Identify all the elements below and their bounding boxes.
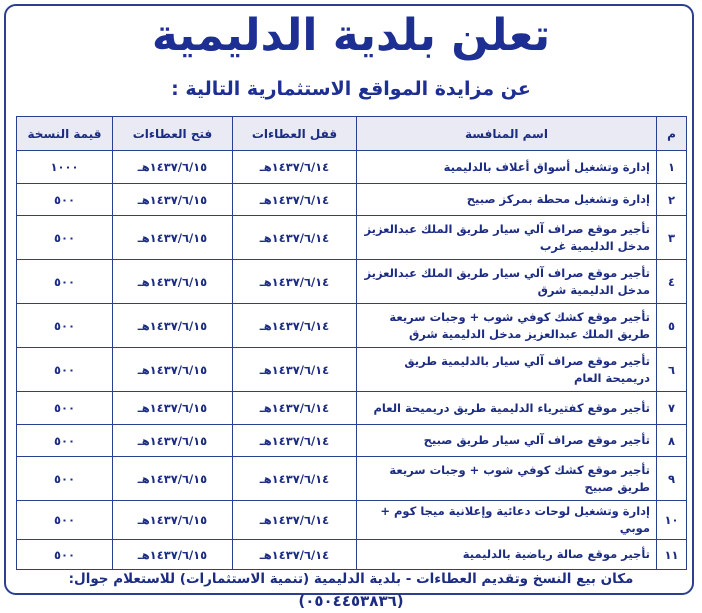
row-name: تأجير موقع كشك كوفي شوب + وجبات سريعة طريق صبيح (357, 457, 657, 501)
row-name: تأجير موقع صالة رياضية بالدليمية (357, 540, 657, 570)
row-name: تأجير موقع صراف آلي سيار طريق صبيح (357, 425, 657, 457)
header-close-date: قفل العطاءات (233, 117, 357, 151)
footer-text: مكان بيع النسخ وتقديم العطاءات - بلدية الدليمية (تنمية الاستثمارات) للاستعلام جوال: (68, 571, 634, 587)
row-price: ٥٠٠ (17, 216, 113, 260)
row-num: ٧ (657, 392, 687, 425)
row-num: ٦ (657, 348, 687, 392)
row-close-date: ١٤٣٧/٦/١٤هـ (233, 501, 357, 540)
table-row (17, 501, 687, 540)
row-open-date: ١٤٣٧/٦/١٥هـ (113, 392, 233, 425)
row-close-date: ١٤٣٧/٦/١٤هـ (233, 260, 357, 304)
row-open-date: ١٤٣٧/٦/١٥هـ (113, 540, 233, 570)
table-row (17, 184, 687, 216)
row-open-date: ١٤٣٧/٦/١٥هـ (113, 216, 233, 260)
row-price: ٥٠٠ (17, 348, 113, 392)
table-row (17, 151, 687, 184)
row-num: ١٠ (657, 501, 687, 540)
table-row (17, 540, 687, 570)
row-price: ٥٠٠ (17, 392, 113, 425)
row-close-date: ١٤٣٧/٦/١٤هـ (233, 540, 357, 570)
row-price: ٥٠٠ (17, 184, 113, 216)
page-subtitle: عن مزايدة المواقع الاستثمارية التالية : (171, 78, 531, 100)
bids-table (16, 116, 687, 570)
header-name: اسم المنافسة (357, 117, 657, 151)
row-close-date: ١٤٣٧/٦/١٤هـ (233, 216, 357, 260)
row-num: ٩ (657, 457, 687, 501)
row-open-date: ١٤٣٧/٦/١٥هـ (113, 184, 233, 216)
row-price: ٥٠٠ (17, 260, 113, 304)
row-name: إدارة وتشغيل أسواق أعلاف بالدليمية (357, 151, 657, 184)
row-num: ١ (657, 151, 687, 184)
row-close-date: ١٤٣٧/٦/١٤هـ (233, 348, 357, 392)
table-row (17, 216, 687, 260)
row-close-date: ١٤٣٧/٦/١٤هـ (233, 457, 357, 501)
row-close-date: ١٤٣٧/٦/١٤هـ (233, 151, 357, 184)
table-row (17, 425, 687, 457)
table-row (17, 457, 687, 501)
header-num: م (657, 117, 687, 151)
row-name: تأجير موقع صراف آلي سيار بالدليمية طريق دريميحة العام (357, 348, 657, 392)
row-name: تأجير موقع كفتيرياء الدليمية طريق دريميحة العام (357, 392, 657, 425)
row-price: ٥٠٠ (17, 501, 113, 540)
row-name: إدارة وتشغيل لوحات دعائية وإعلانية ميجا كوم + موبي (357, 501, 657, 540)
row-open-date: ١٤٣٧/٦/١٥هـ (113, 304, 233, 348)
row-num: ٨ (657, 425, 687, 457)
footer-phone: (٠٥٠٤٤٥٣٨٣٦) (298, 592, 404, 610)
header-price: قيمة النسخة (17, 117, 113, 151)
row-open-date: ١٤٣٧/٦/١٥هـ (113, 348, 233, 392)
table-row (17, 348, 687, 392)
row-open-date: ١٤٣٧/٦/١٥هـ (113, 501, 233, 540)
row-price: ٥٠٠ (17, 540, 113, 570)
table-row (17, 260, 687, 304)
header-open-date: فتح العطاءات (113, 117, 233, 151)
footer-contact (20, 568, 682, 613)
row-open-date: ١٤٣٧/٦/١٥هـ (113, 457, 233, 501)
table-row (17, 304, 687, 348)
row-name: تأجير موقع كشك كوفي شوب + وجبات سريعة طريق الملك عبدالعزيز مدخل الدليمية شرق (357, 304, 657, 348)
row-num: ٥ (657, 304, 687, 348)
row-num: ١١ (657, 540, 687, 570)
row-num: ٤ (657, 260, 687, 304)
row-close-date: ١٤٣٧/٦/١٤هـ (233, 304, 357, 348)
page-title: تعلن بلدية الدليمية (151, 10, 551, 61)
row-num: ٣ (657, 216, 687, 260)
row-name: إدارة وتشغيل محطة بمركز صبيح (357, 184, 657, 216)
row-price: ٥٠٠ (17, 304, 113, 348)
row-num: ٢ (657, 184, 687, 216)
row-price: ٥٠٠ (17, 425, 113, 457)
row-name: تأجير موقع صراف آلي سيار طريق الملك عبدالعزيز مدخل الدليمية غرب (357, 216, 657, 260)
row-price: ١٠٠٠ (17, 151, 113, 184)
row-open-date: ١٤٣٧/٦/١٥هـ (113, 260, 233, 304)
row-open-date: ١٤٣٧/٦/١٥هـ (113, 425, 233, 457)
table-row (17, 392, 687, 425)
row-close-date: ١٤٣٧/٦/١٤هـ (233, 392, 357, 425)
row-name: تأجير موقع صراف آلي سيار طريق الملك عبدالعزيز مدخل الدليمية شرق (357, 260, 657, 304)
row-close-date: ١٤٣٧/٦/١٤هـ (233, 184, 357, 216)
table-header-row (17, 117, 687, 151)
row-close-date: ١٤٣٧/٦/١٤هـ (233, 425, 357, 457)
row-open-date: ١٤٣٧/٦/١٥هـ (113, 151, 233, 184)
row-price: ٥٠٠ (17, 457, 113, 501)
